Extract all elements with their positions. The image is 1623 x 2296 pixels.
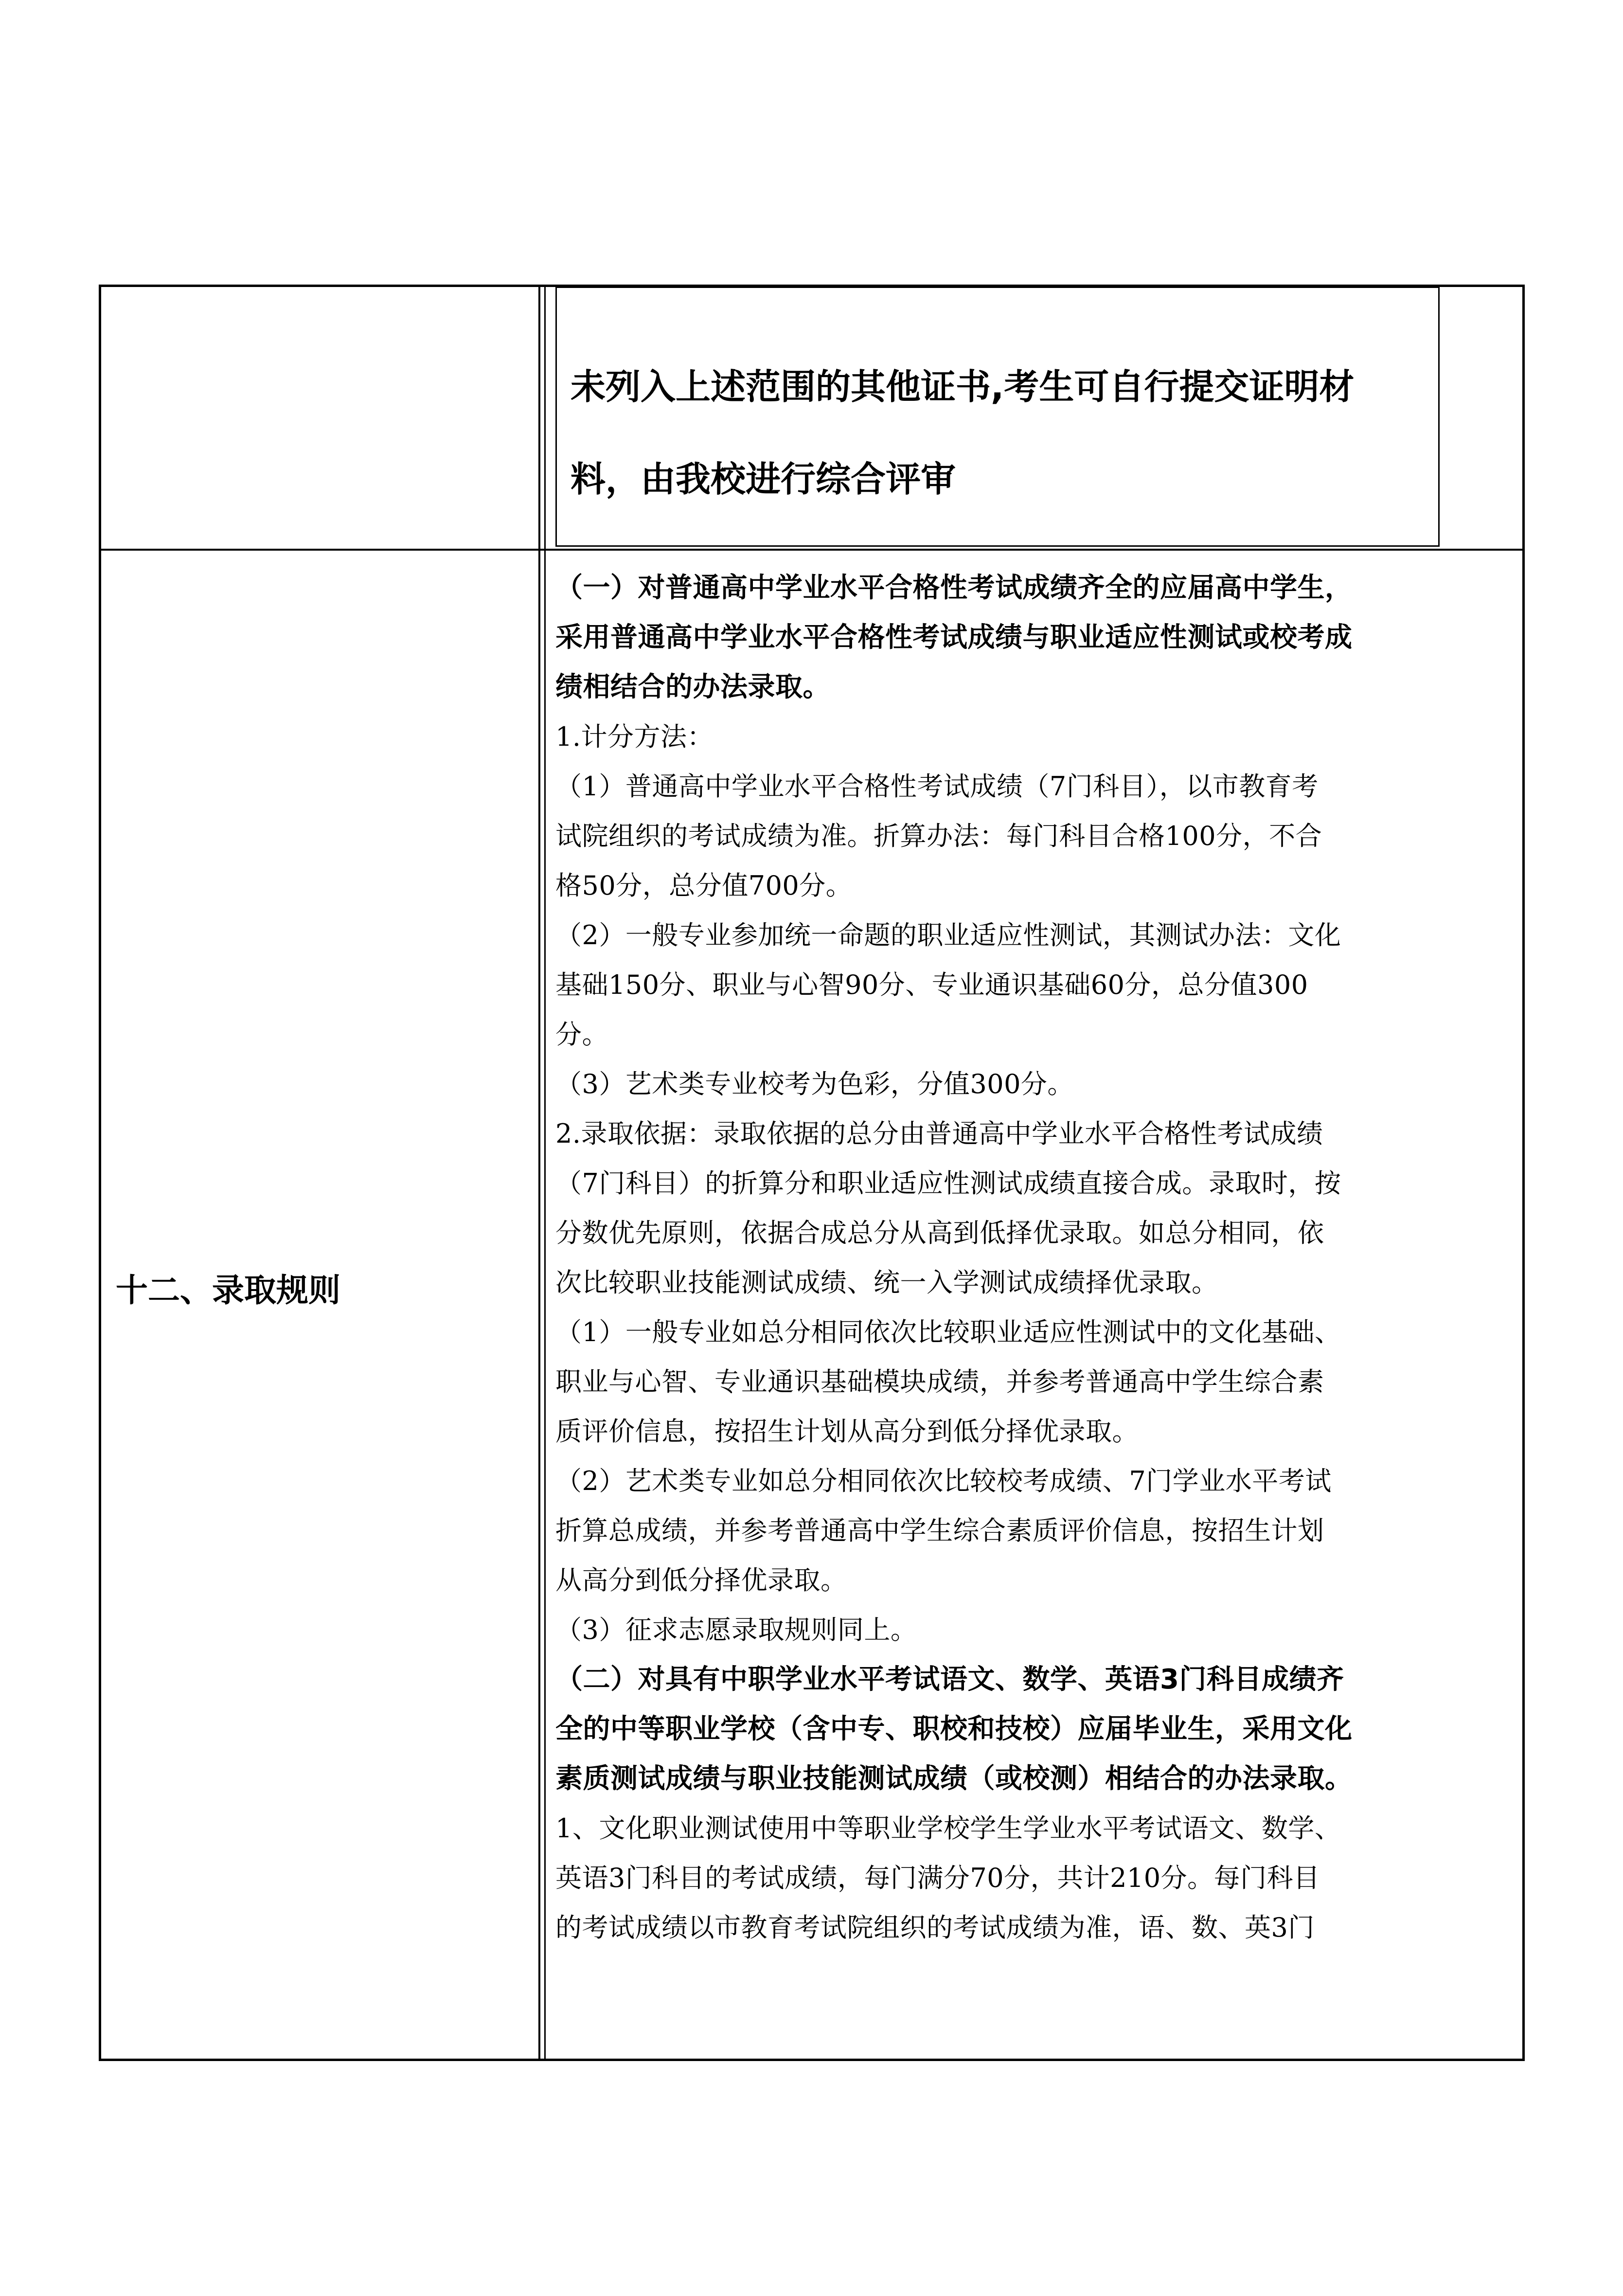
rules-line: 分数优先原则，依据合成总分从高到低择优录取。如总分相同，依 — [555, 1218, 1324, 1248]
certificates-line-1: 未列入上述范围的其他证书,考生可自行提交证明材 — [571, 366, 1355, 407]
rules-line: （二）对具有中职学业水平考试语文、数学、英语3门科目成绩齐 — [555, 1664, 1344, 1695]
rules-line: 格50分，总分值700分。 — [555, 870, 853, 901]
inner-box-top — [555, 287, 1440, 288]
rules-line: 的考试成绩以市教育考试院组织的考试成绩为准，语、数、英3门 — [555, 1912, 1315, 1943]
rules-line: 英语3门科目的考试成绩，每门满分70分，共计210分。每门科目 — [555, 1863, 1320, 1893]
rules-line: （1）一般专业如总分相同依次比较职业适应性测试中的文化基础、 — [555, 1317, 1341, 1347]
rules-line: （7门科目）的折算分和职业适应性测试成绩直接合成。录取时，按 — [555, 1168, 1341, 1199]
table-border-left — [99, 285, 101, 2061]
rules-line: 绩相结合的办法录取。 — [555, 671, 830, 703]
rules-line: 采用普通高中学业水平合格性考试成绩与职业适应性测试或校考成 — [555, 622, 1353, 653]
rules-line: 分。 — [555, 1019, 608, 1050]
admission-rules-label: 十二、录取规则 — [116, 1272, 340, 1309]
rules-line: 试院组织的考试成绩为准。折算办法：每门科目合格100分，不合 — [555, 821, 1322, 851]
rules-line: 2.录取依据：录取依据的总分由普通高中学业水平合格性考试成绩 — [555, 1118, 1323, 1149]
rules-line: 职业与心智、专业通识基础模块成绩，并参考普通高中学生综合素 — [555, 1366, 1324, 1397]
rules-line: 折算总成绩，并参考普通高中学生综合素质评价信息，按招生计划 — [555, 1515, 1324, 1546]
rules-line: （2）艺术类专业如总分相同依次比较校考成绩、7门学业水平考试 — [555, 1466, 1332, 1496]
rules-line: 从高分到低分择优录取。 — [555, 1565, 847, 1596]
rules-line: 次比较职业技能测试成绩、统一入学测试成绩择优录取。 — [555, 1267, 1218, 1298]
table-border-right — [1522, 285, 1525, 2061]
rules-line: 素质测试成绩与职业技能测试成绩（或校测）相结合的办法录取。 — [555, 1763, 1353, 1794]
admission-rules-content — [555, 563, 1509, 1953]
rules-line: （3）征求志愿录取规则同上。 — [555, 1614, 917, 1645]
rules-line: 质评价信息，按招生计划从高分到低分择优录取。 — [555, 1416, 1139, 1447]
row-divider — [99, 549, 1525, 551]
rules-line: 1.计分方法： — [555, 721, 714, 752]
rules-line: 全的中等职业学校（含中专、职校和技校）应届毕业生，采用文化 — [555, 1713, 1353, 1745]
inner-box-left — [555, 287, 557, 547]
rules-line: 基础150分、职业与心智90分、专业通识基础60分，总分值300 — [555, 969, 1308, 1000]
rules-line: （2）一般专业参加统一命题的职业适应性测试，其测试办法：文化 — [555, 920, 1341, 951]
inner-box-bottom — [555, 545, 1440, 547]
table-border-bottom — [99, 2059, 1525, 2061]
rules-line: （1）普通高中学业水平合格性考试成绩（7门科目），以市教育考 — [555, 771, 1319, 802]
rules-line: （3）艺术类专业校考为色彩，分值300分。 — [555, 1069, 1074, 1099]
certificates-line-2: 料，由我校进行综合评审 — [571, 459, 956, 500]
column-divider — [538, 285, 540, 2061]
rules-line: 1、文化职业测试使用中等职业学校学生学业水平考试语文、数学、 — [555, 1813, 1341, 1844]
rules-line: （一）对普通高中学业水平合格性考试成绩齐全的应届高中学生， — [555, 572, 1353, 604]
column-divider-inner — [544, 285, 546, 2061]
certificates-note — [571, 341, 1446, 525]
